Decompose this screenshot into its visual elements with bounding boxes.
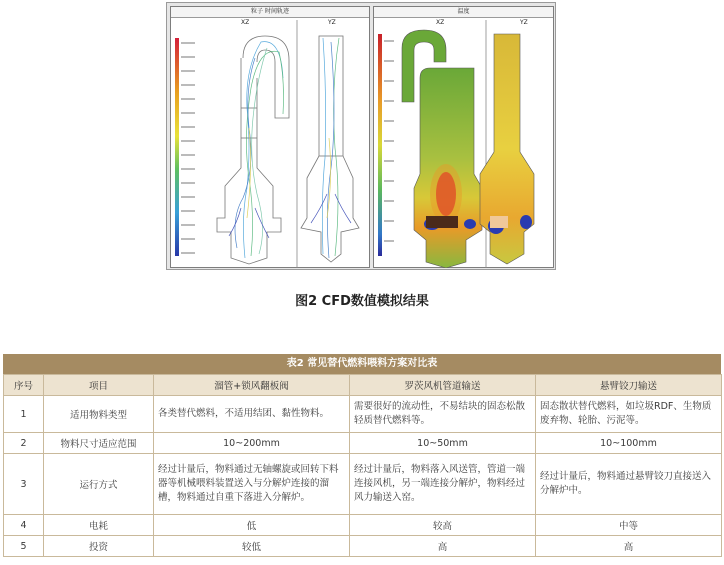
temperature-panel-title: 温度 xyxy=(374,7,553,18)
calciner-outline-xz xyxy=(217,36,289,264)
burner-block-yz xyxy=(490,216,508,228)
cell-no: 5 xyxy=(4,536,44,557)
view-label-xz-temp: XZ xyxy=(436,19,445,26)
header-no: 序号 xyxy=(4,375,44,396)
header-cantilever-auger: 悬臂铰刀输送 xyxy=(536,375,722,396)
view-label-yz: YZ xyxy=(328,19,336,26)
temperature-colorbar xyxy=(378,34,382,256)
table-row xyxy=(4,433,722,454)
table-row xyxy=(4,396,722,433)
table-row xyxy=(4,515,722,536)
cell-item: 运行方式 xyxy=(44,454,154,515)
particle-panel-title: 粒子 时间轨迹 xyxy=(171,7,369,18)
cell-roots-blower: 经过计量后，物料落入风送管，管道一端连接风机，另一端连接分解炉，物料经过风力输送入窑。 xyxy=(350,454,536,515)
burner-block-xz xyxy=(426,216,458,228)
cell-no: 2 xyxy=(4,433,44,454)
comparison-table xyxy=(3,354,721,557)
cell-chute-valve: 低 xyxy=(154,515,350,536)
cell-roots-blower: 较高 xyxy=(350,515,536,536)
table-row xyxy=(4,536,722,557)
cell-no: 4 xyxy=(4,515,44,536)
table-title: 表2 常见替代燃料喂料方案对比表 xyxy=(3,354,721,374)
header-item: 项目 xyxy=(44,375,154,396)
cell-item: 电耗 xyxy=(44,515,154,536)
cell-chute-valve: 经过计量后，物料通过无轴螺旋或回转下料器等机械喂料装置送入与分解炉连接的溜槽，物料通过自重下落进入分解炉。 xyxy=(154,454,350,515)
cell-roots-blower: 需要很好的流动性，不易结块的固态松散轻质替代燃料等。 xyxy=(350,396,536,433)
cell-cantilever-auger: 经过计量后，物料通过悬臂铰刀直接送入分解炉中。 xyxy=(536,454,722,515)
temperature-contour-plot xyxy=(374,18,553,268)
temperature-field-yz xyxy=(480,34,534,264)
trajectory-colorbar xyxy=(175,38,179,256)
temperature-panel xyxy=(373,6,554,268)
table-header-row xyxy=(4,375,722,396)
header-chute-valve: 溜管+锁风翻板阀 xyxy=(154,375,350,396)
cell-cantilever-auger: 10~100mm xyxy=(536,433,722,454)
particle-trajectory-plot xyxy=(171,18,369,268)
cell-roots-blower: 10~50mm xyxy=(350,433,536,454)
cell-roots-blower: 高 xyxy=(350,536,536,557)
cell-no: 1 xyxy=(4,396,44,433)
view-label-xz: XZ xyxy=(241,19,250,26)
cell-chute-valve: 10~200mm xyxy=(154,433,350,454)
cell-item: 投资 xyxy=(44,536,154,557)
figure-caption: 图2 CFD数值模拟结果 xyxy=(295,294,429,309)
cell-chute-valve: 较低 xyxy=(154,536,350,557)
header-roots-blower: 罗茨风机管道输送 xyxy=(350,375,536,396)
cell-item: 物料尺寸适应范围 xyxy=(44,433,154,454)
particle-trajectory-panel xyxy=(170,6,370,268)
view-label-yz-temp: YZ xyxy=(520,19,528,26)
cell-item: 适用物料类型 xyxy=(44,396,154,433)
cfd-figure xyxy=(166,2,556,270)
cell-chute-valve: 各类替代燃料，不适用结团、黏性物料。 xyxy=(154,396,350,433)
cell-cantilever-auger: 高 xyxy=(536,536,722,557)
cell-cantilever-auger: 中等 xyxy=(536,515,722,536)
cell-cantilever-auger: 固态散状替代燃料，如垃圾RDF、生物质废弃物、轮胎、污泥等。 xyxy=(536,396,722,433)
cell-no: 3 xyxy=(4,454,44,515)
table-row xyxy=(4,454,722,515)
